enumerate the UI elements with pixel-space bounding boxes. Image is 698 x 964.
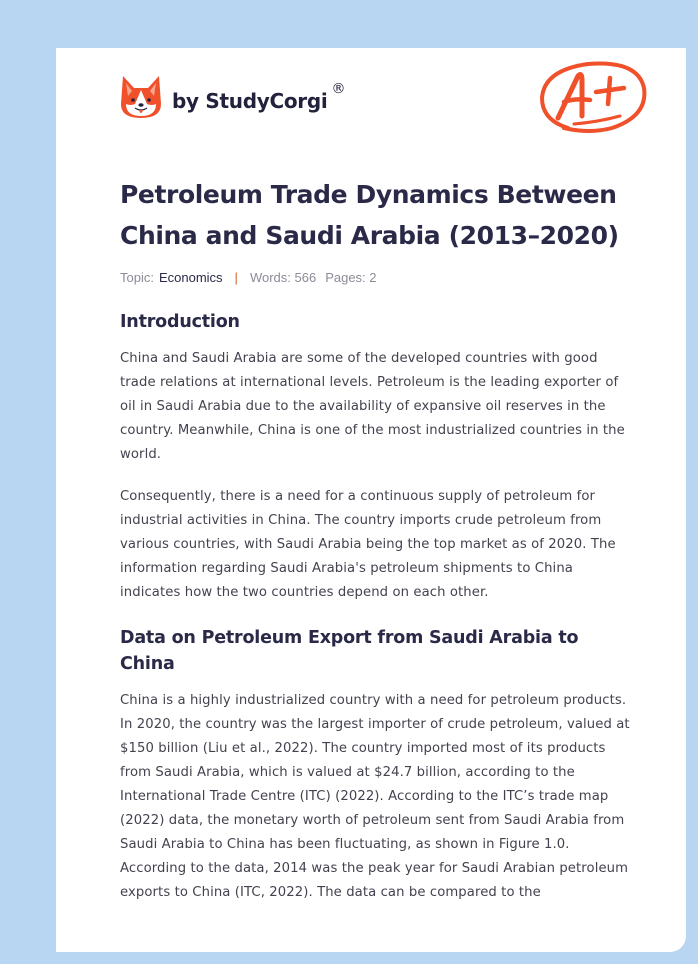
page-count: Pages: 2 [325, 269, 377, 285]
word-count: Words: 566 [249, 269, 317, 285]
a-plus-grade-icon [538, 58, 650, 140]
topic-label: Topic: [120, 269, 154, 285]
meta-separator: | [234, 269, 238, 285]
page-title: Petroleum Trade Dynamics Between China and Saudi Arabia (2013–2020) [120, 180, 619, 250]
paragraph: China and Saudi Arabia are some of the developed countries with good trade relations at international levels. Petroleum is the leading exporter of oil in Saudi Arabia due to the availability of expansive oil reserves in the country. Meanwhile, China is one of the most industrialized countries in the world. [120, 351, 625, 462]
registered-mark: ® [331, 81, 346, 97]
section-heading-data: Data on Petroleum Export from Saudi Arabia to China [120, 628, 579, 674]
paragraph: Consequently, there is a need for a continuous supply of petroleum for industrial activities in China. The country imports crude petroleum from various countries, with Saudi Arabia being the top market as of 2020. The information regarding Saudi Arabia's petroleum shipments to China indicates how the two countries depend on each other. [120, 489, 616, 600]
document-card [56, 48, 686, 952]
document-meta [120, 267, 632, 287]
section-heading-introduction: Introduction [120, 312, 240, 332]
brand-name: by StudyCorgi [172, 89, 328, 113]
header [56, 48, 686, 158]
corgi-logo-icon [120, 74, 162, 120]
document-content [120, 174, 632, 905]
paragraph: China is a highly industrialized country with a need for petroleum products. In 2020, the country was the largest importer of crude petroleum, valued at $150 billion (Liu et al., 2022). The country imported most of its products from Saudi Arabia, which is valued at $24.7 billion, according to the International Trade Centre (ITC) (2022). According to the ITC’s trade map (2022) data, the monetary worth of petroleum sent from Saudi Arabia from Saudi Arabia to China has been fluctuating, as shown in Figure 1.0. According to the data, 2014 was the peak year for Saudi Arabian petroleum exports to China (ITC, 2022). The data can be compared to the [120, 693, 630, 900]
studycorgi-logo[interactable] [120, 74, 345, 120]
topic-link[interactable]: Economics [158, 269, 223, 285]
